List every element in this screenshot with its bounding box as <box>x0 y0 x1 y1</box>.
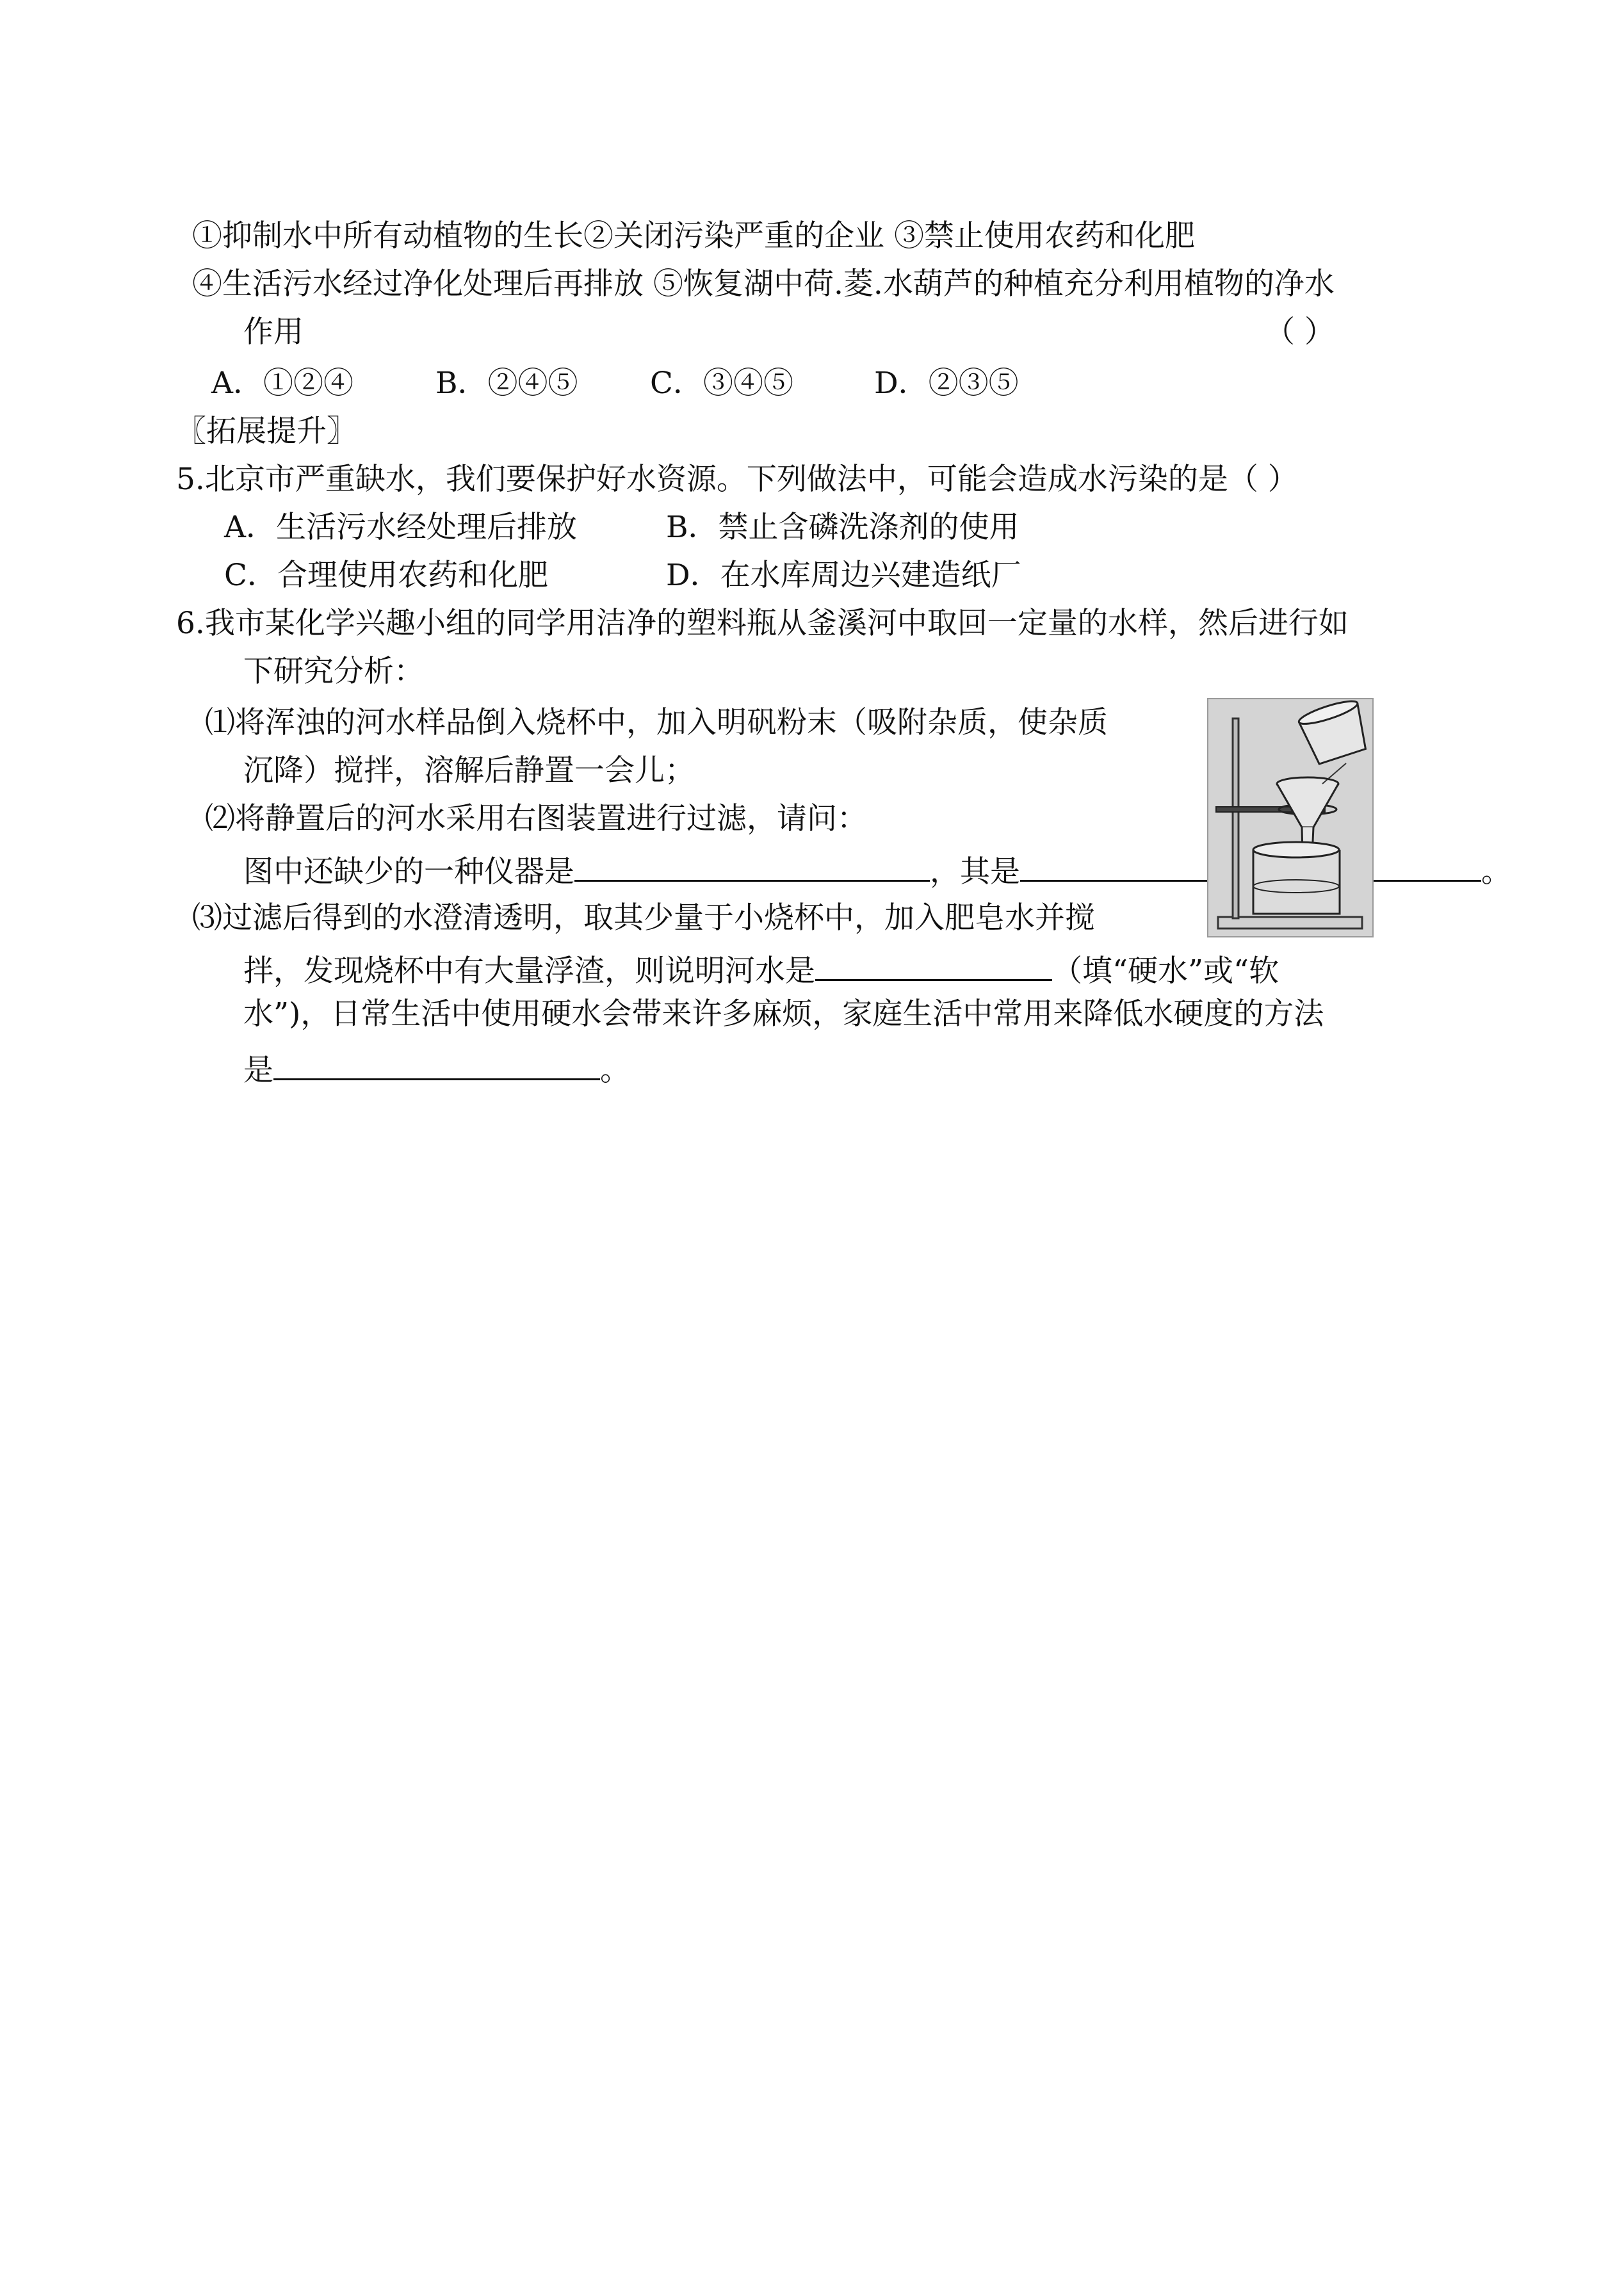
q6-stem-line1: 6.我市某化学兴趣小组的同学用洁净的塑料瓶从釜溪河中取回一定量的水样，然后进行如 <box>176 606 1349 641</box>
q6-part3-end: 。 <box>600 1053 630 1088</box>
q6-part2-line1: ⑵将静置后的河水采用右图装置进行过滤，请问： <box>205 801 867 836</box>
beaker-lower-rim <box>1253 842 1339 857</box>
q4-options-line2: ④生活污水经过净化处理后再排放 ⑤恢复湖中荷.菱.水葫芦的种植充分利用植物的净水 <box>192 266 1335 302</box>
q6-part2-end: 。 <box>1481 854 1511 889</box>
q6-part3-line4 <box>243 1050 630 1088</box>
q6-part1-line1: ⑴将浑浊的河水样品倒入烧杯中，加入明矾粉末（吸附杂质，使杂质 <box>205 705 1108 740</box>
softening-method-blank[interactable] <box>273 1050 600 1080</box>
stand-base <box>1218 917 1362 929</box>
q6-part3-text-a: 拌，发现烧杯中有大量浮渣，则说明河水是 <box>243 953 815 989</box>
q4-choice-d: D．②③⑤ <box>874 366 1019 401</box>
q5-choice-a: A．生活污水经处理后排放 <box>224 510 577 545</box>
stand-rod <box>1233 718 1238 918</box>
q4-choice-b: B．②④⑤ <box>435 366 578 401</box>
missing-instrument-blank[interactable] <box>574 852 930 882</box>
q5-stem: 5.北京市严重缺水，我们要保护好水资源。下列做法中，可能会造成水污染的是（ ） <box>176 462 1298 497</box>
q5-choice-b: B．禁止含磷洗涤剂的使用 <box>666 510 1019 545</box>
filtration-apparatus-figure <box>1207 698 1374 937</box>
q4-answer-paren: （ ） <box>1265 314 1335 350</box>
q4-choice-a: A．①②④ <box>211 366 353 401</box>
q5-choice-d: D．在水库周边兴建造纸厂 <box>666 558 1021 593</box>
q6-part3-text-b: （填“硬水”或“软 <box>1052 953 1279 989</box>
q6-part3-line3: 水”)，日常生活中使用硬水会带来许多麻烦，家庭生活中常用来降低水硬度的方法 <box>243 996 1324 1032</box>
q6-part3-line1: ⑶过滤后得到的水澄清透明，取其少量于小烧杯中，加入肥皂水并搅 <box>192 900 1095 936</box>
water-type-blank[interactable] <box>815 951 1052 981</box>
q4-choice-c: C．③④⑤ <box>650 366 793 401</box>
q5-choice-c: C．合理使用农药和化肥 <box>224 558 548 593</box>
q4-options-line3: 作用 <box>243 314 304 350</box>
q6-part3-line2 <box>243 951 1279 989</box>
q4-options-line1: ①抑制水中所有动植物的生长②关闭污染严重的企业 ③禁止使用农药和化肥 <box>192 218 1195 254</box>
q6-stem-line2: 下研究分析： <box>243 654 424 689</box>
q6-part2-text-a: 图中还缺少的一种仪器是 <box>243 854 574 889</box>
q6-part3-text-c: 是 <box>243 1053 273 1088</box>
q6-part2-text-b: ，其是 <box>930 854 1020 889</box>
q6-part1-line2: 沉降）搅拌，溶解后静置一会儿； <box>243 753 695 788</box>
section-title: 〖拓展提升〗 <box>176 414 357 449</box>
